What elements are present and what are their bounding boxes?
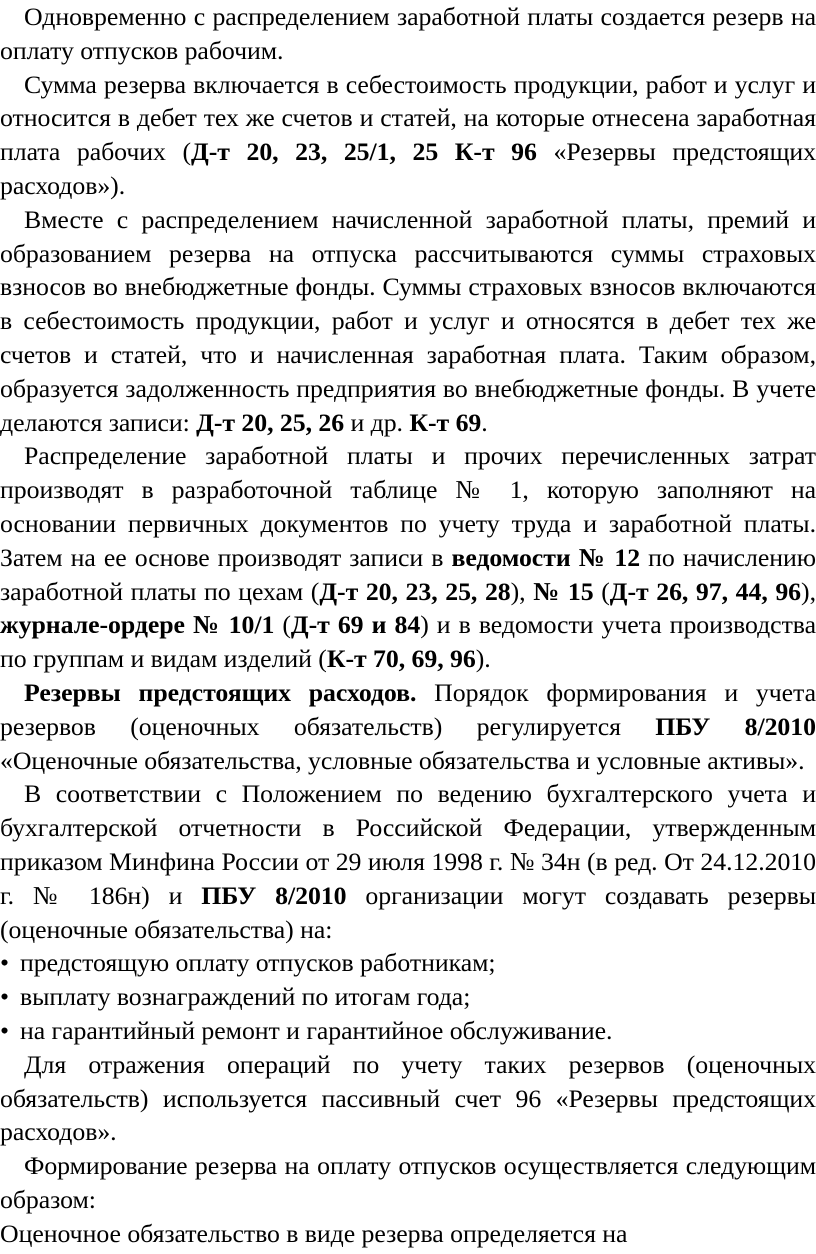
paragraph-4-text-e: ), [510,576,534,606]
paragraph-5-text-d: «Оценочные обязательства, условные обязательства и условные активы». [0,745,805,775]
paragraph-3-bold-credit: К-т 69 [409,407,482,437]
paragraph-4-bold-ledger-12: ведомости № 12 [451,542,641,572]
bullet-icon: • [0,982,9,1012]
paragraph-4-bold-debit-3: Д-т 69 и 84 [290,610,421,640]
paragraph-6-text-c: организации могут создавать резервы (оценочные обязательства) на: [0,880,816,944]
paragraph-4-bold-number-15: № 15 [533,576,594,606]
paragraph-1: Одновременно с распределением заработной платы создается резерв на оплату отпусков рабочим. [0,2,816,65]
paragraph-2-bold-entry: Д-т 20, 23, 25/1, 25 К-т 96 [191,137,537,167]
paragraph-4-text-m: ) и в ведомости учета производства по группам и видам изделий ( [0,610,816,674]
list-item [0,1014,816,1048]
paragraph-4-bold-debit-1: Д-т 20, 23, 25, 28 [319,576,511,606]
paragraph-6-bold-standard: ПБУ 8/2010 [201,880,347,910]
paragraph-4-bold-journal: журнале-ордере № 10/1 [0,610,275,640]
paragraph-2 [0,68,816,203]
paragraph-3-bold-debit: Д-т 20, 25, 26 [196,407,345,437]
paragraph-4-text-a: Распределение заработной платы и прочих перечисленных затрат производят в разработочной таблице № 1, которую заполняют на основании первичных документов по учету труда и заработной платы. Затем на ее основе производят записи в [0,441,816,572]
paragraph-3-text-c: и др. [344,407,410,437]
paragraph-6 [0,777,816,946]
list-item [0,980,816,1014]
paragraph-3-text-e: . [481,407,488,437]
paragraph-4-text-i: ), [801,576,816,606]
paragraph-3-text-a: Вместе с распределением начисленной заработной платы, премий и образованием резерва на отпуска рассчитываются суммы страховых взносов во внебюджетные фонды. Суммы страховых взносов включаются в себестоимость продукции, работ и услуг и относятся в дебет тех же счетов и статей, что и начисленная заработная плата. Таким образом, образуется задолженность предприятия во внебюджетные фонды. В учете делаются записи: [0,204,816,437]
paragraph-4-bold-credit: К-т 70, 69, 96 [326,644,476,674]
list-item [0,946,816,980]
paragraph-2-text-a: Сумма резерва включается в себестоимость продукции, работ и услуг и относится в дебет тех же счетов и статей, на которые отнесена заработная плата рабочих ( [0,69,816,167]
paragraph-9: Оценочное обязательство в виде резерва определяется на [0,1218,628,1248]
bullet-icon: • [0,1015,9,1045]
paragraph-4-text-g: ( [593,576,610,606]
list-item-text: предстоящую оплату отпусков работникам; [20,948,496,978]
paragraph-2-text-c: «Резервы предстоящих расходов»). [0,137,816,200]
paragraph-4-text-c: по начислению заработной платы по цехам ( [0,542,816,606]
list-item-text: выплату вознаграждений по итогам года; [20,982,471,1012]
bullet-list [0,946,816,1047]
paragraph-5-text-b: Порядок формирования и учета резервов (оценочных обязательств) регулируется [0,677,816,741]
bullet-icon: • [0,948,9,978]
section-heading: Резервы предстоящих расходов. [24,677,417,707]
paragraph-8: Формирование резерва на оплату отпусков осуществляется следующим образом: [0,1151,816,1214]
paragraph-4-text-k: ( [274,610,291,640]
paragraph-6-text-a: В соответствии с Положением по ведению бухгалтерского учета и бухгалтерской отчетности в Российской Федерации, утвержденным приказом Минфина России от 29 июля 1998 г. № 34н (в ред. От 24.12.2010 г. № 186н) и [0,779,816,910]
list-item-text: на гарантийный ремонт и гарантийное обслуживание. [20,1015,613,1045]
paragraph-5-bold-standard: ПБУ 8/2010 [655,711,816,741]
paragraph-5 [0,676,816,777]
paragraph-4-bold-debit-2: Д-т 26, 97, 44, 96 [609,576,802,606]
paragraph-4-text-o: ). [475,644,491,674]
paragraph-7: Для отражения операций по учету таких резервов (оценочных обязательств) используется пассивный счет 96 «Резервы предстоящих расходов». [0,1049,816,1147]
paragraph-3 [0,203,816,440]
paragraph-4 [0,439,816,676]
